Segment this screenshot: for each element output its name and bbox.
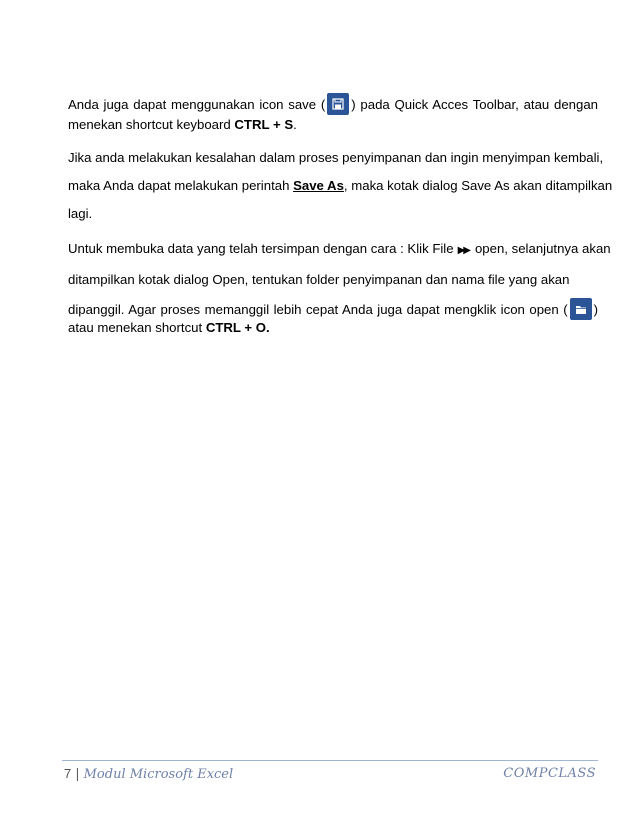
open-folder-icon — [570, 298, 592, 320]
shortcut-ctrl-s: CTRL + S — [234, 117, 294, 132]
paragraph-open-file — [68, 237, 611, 340]
footer-title: Modul Microsoft Excel — [83, 767, 234, 782]
footer-brand: COMPCLASS — [503, 766, 596, 781]
paragraph-line: menekan shortcut keyboard CTRL + S. — [68, 117, 297, 132]
paragraph-line: ditampilkan kotak dialog Open, tentukan folder penyimpanan dan nama file yang akan — [68, 272, 570, 287]
footer-divider — [62, 760, 598, 761]
paragraph-save-as — [68, 146, 613, 226]
paragraph-line: Anda juga dapat menggunakan icon save ( ) pada Quick Acces Toolbar, atau dengan — [68, 93, 598, 117]
paragraph-line: lagi. — [68, 206, 93, 221]
save-icon — [327, 93, 349, 115]
double-arrow-icon: ▶▶ — [457, 245, 469, 256]
paragraph-line: dipanggil. Agar proses memanggil lebih cepat Anda juga dapat mengklik icon open ( ) — [68, 298, 598, 322]
paragraph-line: atau menekan shortcut CTRL + O. — [68, 320, 270, 335]
paragraph-line: Jika anda melakukan kesalahan dalam proses penyimpanan dan ingin menyimpan kembali, — [68, 150, 604, 165]
paragraph-save-icon — [68, 93, 598, 137]
save-as-command: Save As — [293, 178, 344, 193]
page-footer — [64, 766, 596, 786]
footer-separator: | — [75, 767, 80, 782]
page-number: 7 — [64, 766, 72, 781]
paragraph-line: Untuk membuka data yang telah tersimpan dengan cara : Klik File ▶▶ open, selanjutnya akan — [68, 241, 611, 256]
paragraph-line: maka Anda dapat melakukan perintah Save As, maka kotak dialog Save As akan ditampilkan — [68, 178, 613, 193]
shortcut-ctrl-o: CTRL + O. — [205, 320, 270, 335]
